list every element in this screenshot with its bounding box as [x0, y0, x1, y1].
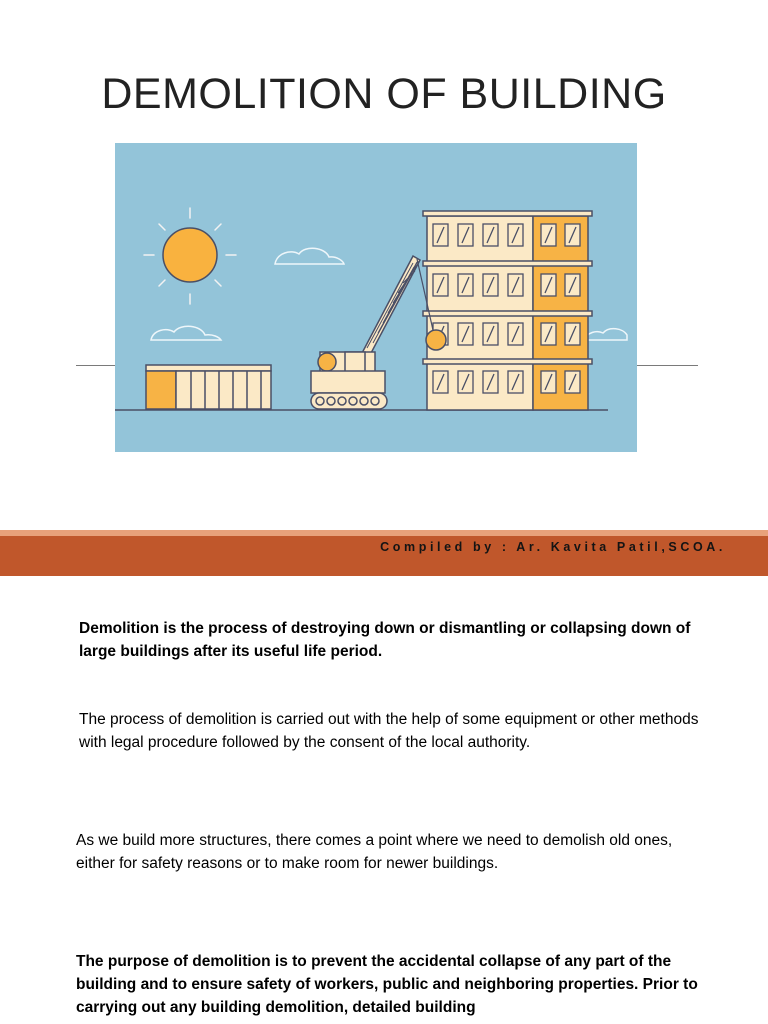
- divider-right: [636, 365, 698, 366]
- paragraph-process: The process of demolition is carried out with the help of some equipment or other methods with legal procedure followed by the consent of the local authority.: [79, 711, 699, 751]
- paragraph-purpose: The purpose of demolition is to prevent the accidental collapse of any part of the building and to ensure safety of workers, public and neighboring properties. Prior to carrying out any building demolition, detailed building: [76, 953, 698, 1016]
- divider-left: [76, 365, 116, 366]
- demolition-illustration: [115, 143, 637, 452]
- page-title: DEMOLITION OF BUILDING: [101, 70, 667, 118]
- author-band: [0, 536, 768, 576]
- paragraph-reason: As we build more structures, there comes a point where we need to demolish old ones, either for safety reasons or to make room for newer buildings.: [76, 832, 673, 872]
- paragraph-definition: Demolition is the process of destroying down or dismantling or collapsing down of large buildings after its useful life period.: [79, 620, 691, 660]
- wrecking-ball: [426, 330, 446, 350]
- compiled-by: Compiled by : Ar. Kavita Patil,SCOA.: [380, 540, 726, 554]
- container: [146, 365, 271, 409]
